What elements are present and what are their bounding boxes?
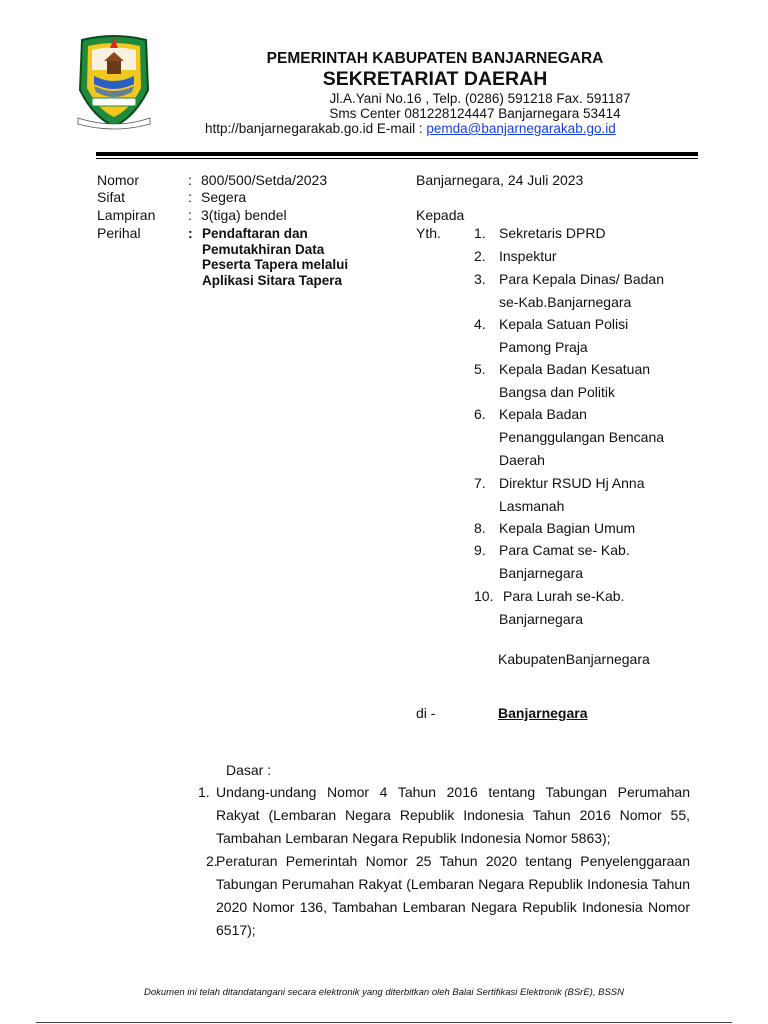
dasar-item-2: Peraturan Pemerintah Nomor 25 Tahun 2020 tentang Penyelenggaraan Tabungan Perumahan Rakyat (Lembaran Negara Republik Indonesia Tahun 2020 Nomor 136, Tambahan Lembaran Negara Republik Indonesia Nomor 6517);	[216, 853, 690, 938]
nomor-colon: :	[188, 172, 192, 188]
dasar-item-1: Undang-undang Nomor 4 Tahun 2016 tentang Tabungan Perumahan Rakyat (Lembaran Negara Republik Indonesia Tahun 2016 Nomor 55, Tambahan Lembaran Negara Republik Indonesia Nomor 5863);	[216, 784, 690, 846]
letterhead-dept-name: SEKRETARIAT DAERAH	[322, 68, 548, 90]
perihal-line: Peserta Tapera melalui	[202, 257, 349, 272]
recipient-item: Para Lurah se-Kab. Banjarnegara	[499, 588, 625, 627]
perihal-value	[202, 226, 402, 288]
recipient-item: Para Camat se- Kab. Banjarnegara	[499, 542, 630, 581]
recipient-num: 1.	[474, 225, 486, 241]
letterhead-sms: Sms Center 081228124447 Banjarnegara 53414	[329, 106, 621, 121]
di-label: di -	[416, 705, 436, 721]
dasar-item-num: 1.	[198, 784, 210, 800]
recipient-item: Kepala Badan Kesatuan Bangsa dan Politik	[499, 361, 651, 400]
yth-label: Yth.	[416, 225, 441, 241]
recipient-num: 4.	[474, 316, 486, 332]
dasar-heading: Dasar :	[226, 762, 272, 778]
lampiran-value: 3(tiga) bendel	[201, 207, 287, 223]
nomor-value: 800/500/Setda/2023	[201, 172, 328, 188]
banjarnegara-crest-icon	[74, 30, 154, 130]
header-rule-thick	[96, 152, 698, 156]
recipient-item: Kepala Satuan Polisi Pamong Praja	[499, 316, 629, 355]
sifat-label: Sifat	[97, 189, 126, 205]
recipient-num: 5.	[474, 361, 486, 377]
recipient-num: 7.	[474, 475, 486, 491]
recipient-item: Sekretaris DPRD	[499, 225, 606, 241]
recipient-num: 2.	[474, 248, 486, 264]
recipient-item: Inspektur	[499, 248, 557, 264]
recipient-item: Kepala Bagian Umum	[499, 520, 636, 536]
sifat-colon: :	[188, 189, 192, 205]
place-date: Banjarnegara, 24 Juli 2023	[416, 172, 584, 188]
recipient-item: Direktur RSUD Hj Anna Lasmanah	[499, 475, 645, 514]
letterhead-org-name: PEMERINTAH KABUPATEN BANJARNEGARA	[266, 50, 604, 67]
perihal-line: Aplikasi Sitara Tapera	[202, 272, 343, 288]
letterhead-address: Jl.A.Yani No.16 , Telp. (0286) 591218 Fax. 591187	[329, 91, 631, 106]
email-link[interactable]: pemda@banjarnegarakab.go.id	[426, 121, 616, 136]
lampiran-colon: :	[188, 207, 192, 223]
recipient-item: Kepala Badan Penanggulangan Bencana Daerah	[499, 406, 665, 468]
perihal-line: Pendaftaran dan	[202, 226, 308, 241]
kabupaten-text: KabupatenBanjarnegara	[498, 651, 650, 667]
recipient-num: 8.	[474, 520, 486, 536]
di-place: Banjarnegara	[498, 705, 588, 721]
letterhead-web-email	[205, 121, 616, 136]
recipient-num: 3.	[474, 271, 486, 287]
esign-footer-note: Dokumen ini telah ditandatangani secara elektronik yang diterbitkan oleh Balai Sertifikasi Elektronik (BSrE), BSSN	[144, 987, 624, 998]
header-rule-thin	[96, 158, 698, 159]
website-text: http://banjarnegarakab.go.id E-mail :	[205, 121, 427, 136]
dasar-item-num: 2.	[206, 853, 218, 869]
recipient-num: 9.	[474, 542, 486, 558]
kepada-label: Kepada	[416, 207, 465, 223]
sifat-value: Segera	[201, 189, 247, 205]
perihal-colon: :	[188, 225, 193, 241]
lampiran-label: Lampiran	[97, 207, 156, 223]
recipient-num: 10.	[474, 588, 494, 604]
perihal-line: Pemutakhiran Data	[202, 241, 325, 257]
nomor-label: Nomor	[97, 172, 140, 188]
recipient-item: Para Kepala Dinas/ Badan se-Kab.Banjarnegara	[499, 271, 664, 310]
perihal-label: Perihal	[97, 225, 141, 241]
recipient-num: 6.	[474, 406, 486, 422]
footer-rule	[36, 1022, 732, 1023]
